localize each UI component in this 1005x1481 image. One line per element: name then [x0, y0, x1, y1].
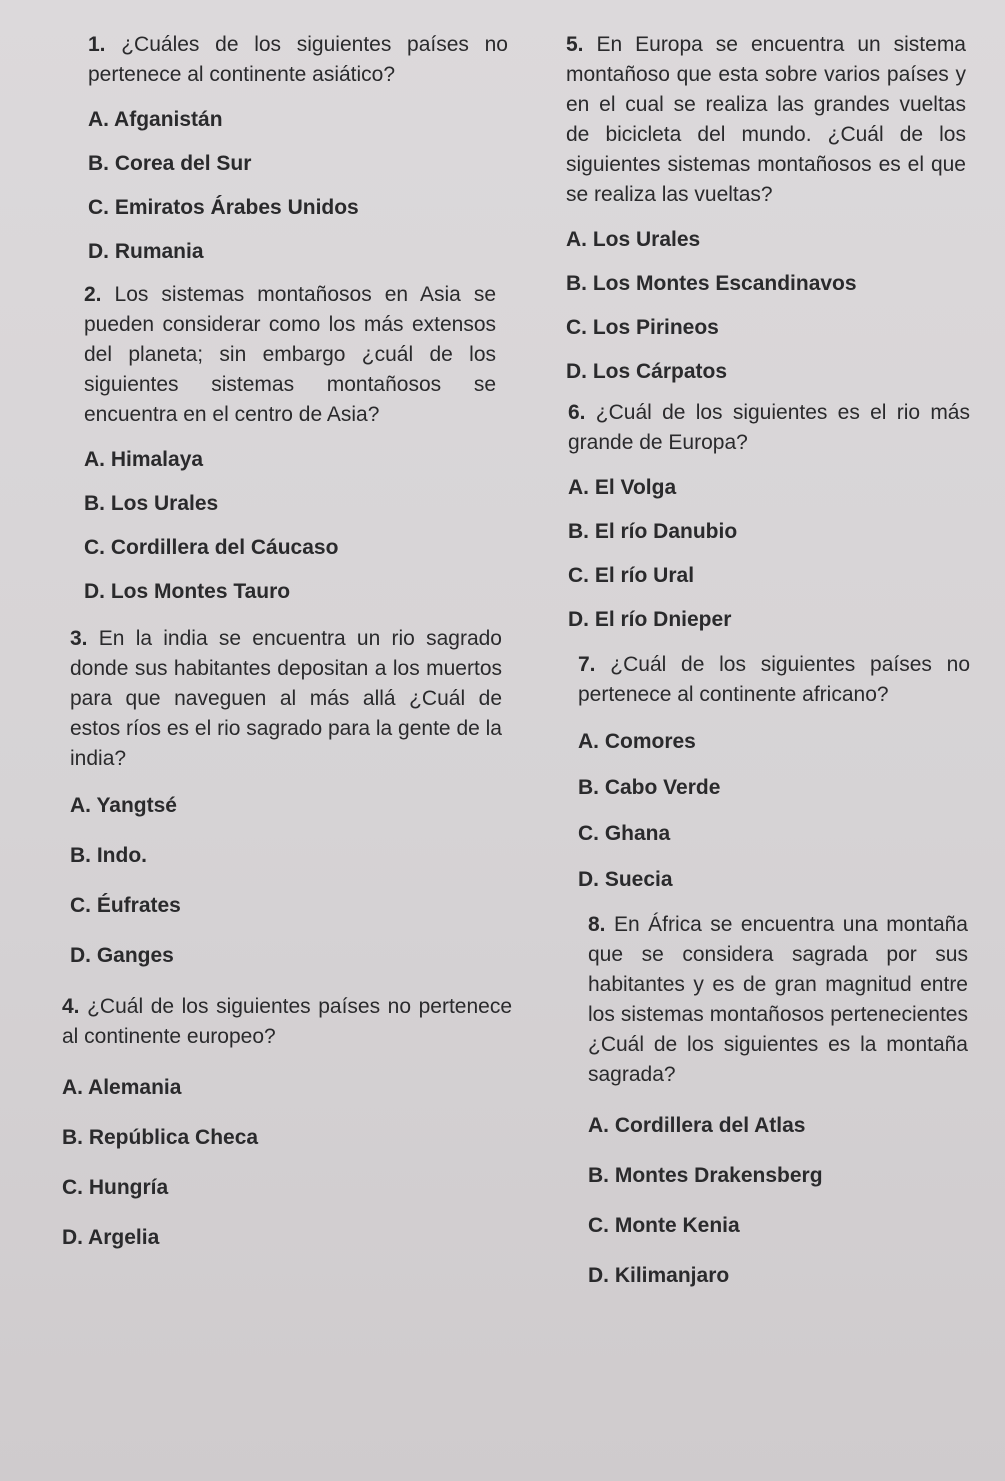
option-a: A. Los Urales: [566, 228, 701, 251]
option-a: A. El Volga: [568, 476, 677, 499]
question-text: En Europa se encuentra un sistema montañoso que esta sobre varios países y en el cual se realiza las grandes vueltas de bicicleta del mundo. ¿Cuál de los siguientes sistemas montañosos es el que se realiza las vueltas?: [566, 33, 966, 206]
option-b: B. Los Montes Escandinavos: [566, 272, 857, 295]
question-8: [588, 910, 970, 1290]
question-stem: [566, 30, 966, 210]
question-number: 8.: [588, 913, 606, 936]
option-b: B. Indo.: [70, 844, 147, 867]
option-c: C. Ghana: [578, 822, 671, 845]
option-c: C. Éufrates: [70, 894, 181, 917]
question-text: ¿Cuáles de los siguientes países no pertenece al continente asiático?: [88, 33, 508, 86]
question-number: 6.: [568, 401, 586, 424]
option-c: C. Monte Kenia: [588, 1214, 740, 1237]
option-c: C. Emiratos Árabes Unidos: [88, 196, 359, 219]
question-number: 4.: [62, 995, 80, 1018]
question-stem: [88, 30, 508, 90]
option-d: D. Rumania: [88, 240, 204, 263]
option-d: D. Los Montes Tauro: [84, 580, 291, 603]
option-a: A. Cordillera del Atlas: [588, 1114, 806, 1137]
question-stem: [62, 992, 512, 1052]
option-d: D. Argelia: [62, 1226, 160, 1249]
question-7: [578, 650, 970, 894]
right-column: [560, 30, 970, 1290]
option-d: D. Suecia: [578, 868, 673, 891]
question-text: En África se encuentra una montaña que se considera sagrada por sus habitantes y es de gran magnitud entre los sistemas montañosos pertenecientes ¿Cuál de los siguientes es la montaña sagrada?: [588, 913, 968, 1086]
option-c: C. Cordillera del Cáucaso: [84, 536, 339, 559]
option-d: D. Kilimanjaro: [588, 1264, 730, 1287]
option-a: A. Afganistán: [88, 108, 223, 131]
question-3: [70, 624, 512, 970]
option-d: D. El río Dnieper: [568, 608, 732, 631]
option-a: A. Comores: [578, 730, 696, 753]
question-number: 1.: [88, 33, 106, 56]
question-text: ¿Cuál de los siguientes países no pertenece al continente africano?: [578, 653, 970, 706]
question-text: ¿Cuál de los siguientes países no pertenece al continente europeo?: [62, 995, 513, 1048]
option-b: B. El río Danubio: [568, 520, 738, 543]
question-stem: [70, 624, 502, 774]
option-b: B. Corea del Sur: [88, 152, 252, 175]
question-text: ¿Cuál de los siguientes es el rio más grande de Europa?: [568, 401, 970, 454]
question-text: En la india se encuentra un rio sagrado donde sus habitantes depositan a los muertos para que naveguen al más allá ¿Cuál de estos ríos es el rio sagrado para la gente de la india?: [70, 627, 502, 770]
option-d: D. Los Cárpatos: [566, 360, 728, 383]
question-number: 7.: [578, 653, 596, 676]
question-number: 2.: [84, 283, 102, 306]
question-5: [566, 30, 970, 386]
question-number: 5.: [566, 33, 584, 56]
option-b: B. República Checa: [62, 1126, 259, 1149]
option-a: A. Himalaya: [84, 448, 204, 471]
option-c: C. Los Pirineos: [566, 316, 719, 339]
question-stem: [578, 650, 970, 710]
option-c: C. Hungría: [62, 1176, 169, 1199]
question-6: [568, 398, 970, 634]
option-b: B. Cabo Verde: [578, 776, 721, 799]
question-stem: [84, 280, 496, 430]
option-a: A. Yangtsé: [70, 794, 177, 817]
option-a: A. Alemania: [62, 1076, 182, 1099]
question-1: [88, 30, 512, 266]
question-stem: [588, 910, 968, 1090]
question-number: 3.: [70, 627, 88, 650]
question-2: [84, 280, 512, 606]
option-d: D. Ganges: [70, 944, 174, 967]
option-b: B. Los Urales: [84, 492, 219, 515]
option-b: B. Montes Drakensberg: [588, 1164, 823, 1187]
option-c: C. El río Ural: [568, 564, 695, 587]
question-stem: [568, 398, 970, 458]
question-4: [62, 992, 512, 1252]
question-text: Los sistemas montañosos en Asia se pueden considerar como los más extensos del planeta; sin embargo ¿cuál de los siguientes sistemas montañosos se encuentra en el centro de Asia?: [84, 283, 496, 426]
left-column: [62, 30, 512, 1252]
